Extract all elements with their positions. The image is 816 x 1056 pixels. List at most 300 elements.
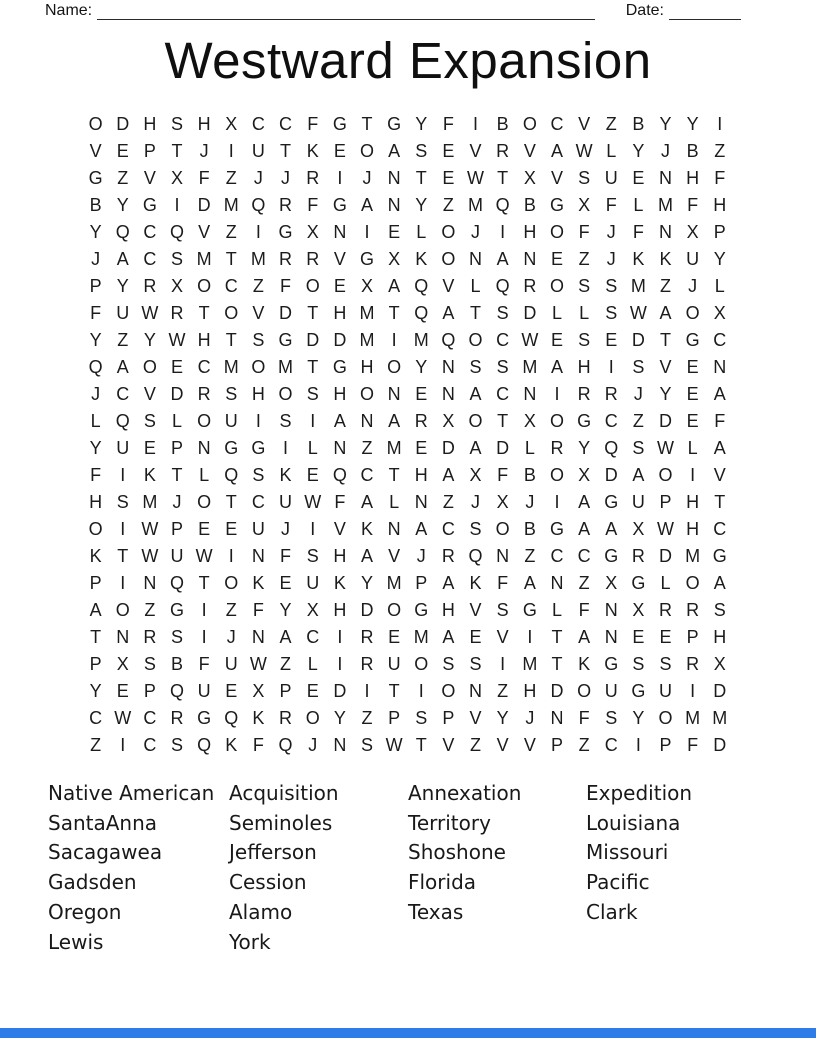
grid-letter: K xyxy=(360,519,373,539)
grid-letter: S xyxy=(116,492,129,512)
grid-letter: I xyxy=(228,546,234,566)
grid-letter: V xyxy=(496,735,509,755)
grid-letter: O xyxy=(685,303,700,323)
grid-letter: F xyxy=(442,114,454,134)
grid-letter: I xyxy=(201,627,207,647)
grid-letter: C xyxy=(251,114,265,134)
grid-letter: G xyxy=(685,330,700,350)
grid-letter: G xyxy=(631,573,646,593)
grid-letter: Z xyxy=(578,249,590,269)
grid-letter: A xyxy=(442,627,455,647)
grid-letter: N xyxy=(251,546,265,566)
grid-letter: S xyxy=(306,384,319,404)
grid-letter: T xyxy=(388,465,400,485)
grid-letter: Y xyxy=(415,357,428,377)
grid-letter: H xyxy=(686,519,700,539)
grid-letter: O xyxy=(115,600,130,620)
grid-letter: T xyxy=(198,303,210,323)
grid-letter: Y xyxy=(89,438,102,458)
grid-letter: Z xyxy=(660,276,672,296)
grid-letter: U xyxy=(224,654,238,674)
grid-letter: I xyxy=(554,492,560,512)
grid-letter: X xyxy=(632,519,645,539)
grid-letter: K xyxy=(279,465,292,485)
grid-letter: E xyxy=(116,141,129,161)
grid-letter: P xyxy=(170,519,183,539)
grid-letter: Y xyxy=(89,681,102,701)
grid-letter: D xyxy=(333,330,347,350)
grid-letter: N xyxy=(387,168,401,188)
grid-letter: F xyxy=(578,708,590,728)
grid-letter: G xyxy=(88,168,103,188)
grid-letter: R xyxy=(441,546,455,566)
grid-letter: F xyxy=(252,735,264,755)
word-list-item: Seminoles xyxy=(229,810,333,835)
grid-letter: E xyxy=(686,384,699,404)
grid-letter: K xyxy=(469,573,482,593)
grid-letter: V xyxy=(659,357,672,377)
grid-letter: C xyxy=(251,492,265,512)
grid-letter: O xyxy=(441,681,456,701)
grid-letter: E xyxy=(659,627,672,647)
grid-letter: B xyxy=(632,114,645,134)
grid-letter: K xyxy=(632,249,645,269)
grid-letter: O xyxy=(359,384,374,404)
grid-letter: J xyxy=(471,492,481,512)
grid-letter: C xyxy=(577,546,591,566)
grid-letter: S xyxy=(252,465,265,485)
grid-letter: B xyxy=(523,519,536,539)
grid-letter: E xyxy=(388,627,401,647)
grid-letter: X xyxy=(632,600,645,620)
grid-letter: C xyxy=(604,411,618,431)
grid-letter: O xyxy=(685,573,700,593)
grid-letter: C xyxy=(279,114,293,134)
grid-letter: M xyxy=(196,249,212,269)
grid-letter: C xyxy=(713,330,727,350)
word-list-item: Florida xyxy=(408,870,477,895)
grid-letter: V xyxy=(469,600,482,620)
word-list-item: Annexation xyxy=(408,781,522,805)
grid-letter: E xyxy=(686,357,699,377)
grid-letter: Y xyxy=(116,276,129,296)
word-list-item: Gadsden xyxy=(48,870,137,895)
grid-letter: C xyxy=(713,519,727,539)
grid-letter: L xyxy=(90,411,101,431)
grid-letter: U xyxy=(686,249,700,269)
grid-letter: I xyxy=(690,465,696,485)
grid-letter: O xyxy=(549,222,564,242)
grid-letter: H xyxy=(414,465,428,485)
grid-letter: S xyxy=(252,330,265,350)
grid-letter: V xyxy=(713,465,726,485)
grid-letter: M xyxy=(658,195,674,215)
grid-letter: Q xyxy=(88,357,103,377)
grid-letter: I xyxy=(635,735,641,755)
grid-letter: H xyxy=(333,384,347,404)
date-label: Date: xyxy=(625,2,664,19)
grid-letter: J xyxy=(281,519,291,539)
grid-letter: V xyxy=(333,519,346,539)
grid-letter: D xyxy=(659,546,673,566)
grid-letter: G xyxy=(522,600,537,620)
grid-letter: P xyxy=(550,735,563,755)
grid-letter: Y xyxy=(360,573,373,593)
grid-letter: E xyxy=(306,681,319,701)
grid-letter: E xyxy=(442,168,455,188)
grid-letter: T xyxy=(280,141,292,161)
grid-letter: Z xyxy=(144,600,156,620)
grid-letter: A xyxy=(632,465,645,485)
grid-letter: Z xyxy=(90,735,102,755)
grid-letter: A xyxy=(388,276,401,296)
grid-letter: D xyxy=(197,195,211,215)
grid-letter: Z xyxy=(117,330,129,350)
grid-letter: J xyxy=(661,141,671,161)
grid-letter: Z xyxy=(714,141,726,161)
grid-letter: S xyxy=(578,330,591,350)
grid-letter: O xyxy=(197,492,212,512)
grid-letter: O xyxy=(278,384,293,404)
grid-letter: J xyxy=(471,222,481,242)
grid-letter: R xyxy=(577,384,591,404)
grid-letter: X xyxy=(360,276,373,296)
grid-letter: L xyxy=(307,438,318,458)
grid-letter: G xyxy=(278,222,293,242)
grid-letter: W xyxy=(657,438,675,458)
grid-letter: O xyxy=(88,114,103,134)
grid-letter: T xyxy=(497,411,509,431)
grid-letter: H xyxy=(89,492,103,512)
grid-letter: J xyxy=(606,249,616,269)
grid-letter: U xyxy=(604,168,618,188)
grid-letter: N xyxy=(143,573,157,593)
grid-letter: N xyxy=(387,195,401,215)
grid-letter: A xyxy=(605,519,618,539)
word-list-item: Territory xyxy=(408,810,491,835)
grid-letter: S xyxy=(279,411,292,431)
grid-letter: Y xyxy=(116,195,129,215)
grid-letter: A xyxy=(578,492,591,512)
grid-letter: Y xyxy=(632,708,645,728)
grid-letter: H xyxy=(333,546,347,566)
grid-letter: E xyxy=(415,438,428,458)
grid-letter: S xyxy=(605,303,618,323)
grid-letter: M xyxy=(142,492,158,512)
grid-letter: F xyxy=(307,114,319,134)
grid-letter: Z xyxy=(632,411,644,431)
word-search-grid xyxy=(82,111,733,759)
grid-letter: E xyxy=(170,357,183,377)
grid-letter: S xyxy=(469,654,482,674)
grid-letter: C xyxy=(496,384,510,404)
grid-letter: Y xyxy=(415,114,428,134)
grid-letter: R xyxy=(170,303,184,323)
grid-letter: Z xyxy=(470,735,482,755)
grid-letter: E xyxy=(333,141,346,161)
grid-letter: X xyxy=(116,654,129,674)
grid-letter: C xyxy=(224,276,238,296)
grid-letter: B xyxy=(523,195,536,215)
grid-letter: Z xyxy=(497,681,509,701)
grid-letter: L xyxy=(551,303,562,323)
grid-letter: D xyxy=(631,330,645,350)
grid-letter: T xyxy=(307,303,319,323)
grid-letter: G xyxy=(631,681,646,701)
grid-letter: I xyxy=(337,627,343,647)
grid-letter: R xyxy=(279,708,293,728)
grid-letter: I xyxy=(717,114,723,134)
grid-letter: T xyxy=(714,492,726,512)
grid-letter: L xyxy=(524,438,535,458)
grid-letter: H xyxy=(197,330,211,350)
grid-letter: W xyxy=(467,168,485,188)
grid-letter: N xyxy=(333,438,347,458)
grid-letter: W xyxy=(141,546,159,566)
grid-letter: Z xyxy=(442,195,454,215)
grid-letter: H xyxy=(713,195,727,215)
grid-letter: W xyxy=(629,303,647,323)
grid-letter: X xyxy=(442,411,455,431)
grid-letter: D xyxy=(550,681,564,701)
grid-letter: Q xyxy=(115,222,130,242)
grid-letter: I xyxy=(337,168,343,188)
grid-letter: I xyxy=(500,654,506,674)
grid-letter: S xyxy=(496,600,509,620)
grid-letter: A xyxy=(116,249,129,269)
grid-letter: F xyxy=(605,195,617,215)
grid-letter: R xyxy=(360,627,374,647)
grid-letter: B xyxy=(496,114,509,134)
grid-letter: R xyxy=(143,627,157,647)
bottom-accent-bar xyxy=(0,1028,816,1038)
grid-letter: O xyxy=(522,114,537,134)
grid-letter: Y xyxy=(143,330,156,350)
grid-letter: X xyxy=(306,222,319,242)
grid-letter: H xyxy=(686,492,700,512)
grid-letter: Q xyxy=(441,330,456,350)
grid-letter: Z xyxy=(361,438,373,458)
grid-letter: I xyxy=(201,600,207,620)
grid-letter: Y xyxy=(632,141,645,161)
grid-letter: A xyxy=(578,627,591,647)
grid-letter: Q xyxy=(169,681,184,701)
grid-letter: S xyxy=(469,357,482,377)
grid-letter: P xyxy=(279,681,292,701)
grid-letter: M xyxy=(712,708,728,728)
grid-letter: J xyxy=(606,222,616,242)
grid-letter: L xyxy=(470,276,481,296)
grid-letter: P xyxy=(89,573,102,593)
grid-letter: A xyxy=(415,519,428,539)
grid-letter: T xyxy=(551,654,563,674)
grid-letter: O xyxy=(495,519,510,539)
grid-letter: I xyxy=(255,411,261,431)
word-list-item: Shoshone xyxy=(408,840,506,865)
grid-letter: O xyxy=(197,411,212,431)
word-list xyxy=(48,779,776,957)
grid-letter: R xyxy=(686,600,700,620)
grid-letter: M xyxy=(413,330,429,350)
grid-letter: J xyxy=(308,735,318,755)
grid-letter: R xyxy=(306,168,320,188)
grid-letter: I xyxy=(120,573,126,593)
grid-letter: J xyxy=(281,168,291,188)
grid-letter: L xyxy=(416,222,427,242)
grid-letter: N xyxy=(251,627,265,647)
grid-letter: M xyxy=(359,330,375,350)
grid-letter: T xyxy=(388,681,400,701)
grid-letter: K xyxy=(89,546,102,566)
grid-letter: M xyxy=(468,195,484,215)
grid-letter: E xyxy=(225,681,238,701)
grid-letter: U xyxy=(279,492,293,512)
grid-letter: E xyxy=(415,384,428,404)
grid-letter: P xyxy=(388,708,401,728)
grid-letter: Z xyxy=(578,573,590,593)
grid-letter: A xyxy=(496,249,509,269)
grid-letter: A xyxy=(442,303,455,323)
grid-letter: A xyxy=(442,573,455,593)
grid-letter: E xyxy=(686,411,699,431)
grid-letter: D xyxy=(713,681,727,701)
grid-letter: W xyxy=(657,519,675,539)
grid-letter: R xyxy=(170,708,184,728)
grid-letter: Q xyxy=(169,222,184,242)
grid-letter: G xyxy=(387,114,402,134)
grid-letter: D xyxy=(496,438,510,458)
grid-letter: D xyxy=(279,303,293,323)
grid-letter: Z xyxy=(442,492,454,512)
grid-letter: P xyxy=(89,276,102,296)
grid-letter: E xyxy=(442,141,455,161)
grid-letter: H xyxy=(686,168,700,188)
grid-letter: T xyxy=(361,114,373,134)
grid-letter: V xyxy=(469,708,482,728)
grid-letter: A xyxy=(469,384,482,404)
grid-letter: H xyxy=(143,114,157,134)
grid-letter: D xyxy=(360,600,374,620)
grid-letter: J xyxy=(362,168,372,188)
grid-letter: O xyxy=(414,654,429,674)
grid-letter: S xyxy=(632,654,645,674)
grid-letter: T xyxy=(415,735,427,755)
grid-letter: S xyxy=(360,735,373,755)
grid-letter: Q xyxy=(224,708,239,728)
grid-letter: P xyxy=(170,438,183,458)
grid-letter: L xyxy=(714,276,725,296)
grid-letter: O xyxy=(441,222,456,242)
grid-letter: R xyxy=(197,384,211,404)
grid-letter: Q xyxy=(224,465,239,485)
grid-letter: N xyxy=(713,357,727,377)
grid-letter: G xyxy=(142,195,157,215)
grid-letter: O xyxy=(224,573,239,593)
grid-letter: G xyxy=(251,438,266,458)
grid-letter: G xyxy=(577,411,592,431)
grid-letter: X xyxy=(496,492,509,512)
grid-letter: N xyxy=(523,384,537,404)
grid-letter: D xyxy=(604,465,618,485)
grid-letter: V xyxy=(143,384,156,404)
grid-letter: N xyxy=(197,438,211,458)
grid-letter: E xyxy=(306,465,319,485)
grid-letter: T xyxy=(117,546,129,566)
grid-letter: L xyxy=(199,465,210,485)
grid-letter: F xyxy=(90,303,102,323)
grid-letter: L xyxy=(579,303,590,323)
grid-letter: P xyxy=(415,573,428,593)
grid-letter: Q xyxy=(197,735,212,755)
grid-letter: P xyxy=(143,681,156,701)
grid-letter: J xyxy=(416,546,426,566)
grid-letter: H xyxy=(197,114,211,134)
word-list-column xyxy=(408,779,586,957)
grid-letter: I xyxy=(120,735,126,755)
grid-letter: G xyxy=(604,546,619,566)
grid-letter: T xyxy=(415,168,427,188)
grid-letter: B xyxy=(523,465,536,485)
grid-letter: I xyxy=(364,222,370,242)
grid-letter: F xyxy=(578,600,590,620)
grid-letter: C xyxy=(550,114,564,134)
grid-letter: D xyxy=(523,303,537,323)
grid-letter: S xyxy=(143,654,156,674)
grid-letter: V xyxy=(469,141,482,161)
grid-letter: X xyxy=(605,573,618,593)
grid-letter: U xyxy=(116,303,130,323)
grid-letter: F xyxy=(714,411,726,431)
grid-letter: S xyxy=(170,627,183,647)
grid-letter: D xyxy=(170,384,184,404)
grid-letter: V xyxy=(143,168,156,188)
grid-letter: B xyxy=(686,141,699,161)
grid-letter: A xyxy=(578,519,591,539)
grid-letter: R xyxy=(496,141,510,161)
grid-letter: O xyxy=(387,357,402,377)
worksheet-header xyxy=(0,0,816,20)
grid-letter: V xyxy=(442,276,455,296)
grid-letter: I xyxy=(255,222,261,242)
grid-letter: R xyxy=(604,384,618,404)
grid-letter: X xyxy=(578,465,591,485)
grid-letter: V xyxy=(252,303,265,323)
grid-letter: H xyxy=(333,303,347,323)
grid-letter: M xyxy=(413,627,429,647)
grid-letter: O xyxy=(359,141,374,161)
grid-letter: L xyxy=(389,492,400,512)
grid-letter: G xyxy=(604,654,619,674)
grid-letter: U xyxy=(604,681,618,701)
grid-letter: S xyxy=(713,600,726,620)
grid-letter: Q xyxy=(468,546,483,566)
grid-letter: M xyxy=(522,654,538,674)
grid-letter: W xyxy=(168,330,186,350)
grid-letter: S xyxy=(170,114,183,134)
grid-letter: E xyxy=(605,330,618,350)
grid-letter: R xyxy=(523,276,537,296)
word-list-item: Cession xyxy=(229,870,307,895)
grid-letter: J xyxy=(633,384,643,404)
grid-letter: C xyxy=(496,330,510,350)
grid-letter: X xyxy=(578,195,591,215)
grid-letter: W xyxy=(195,546,213,566)
grid-letter: O xyxy=(577,681,592,701)
grid-letter: A xyxy=(442,465,455,485)
grid-letter: W xyxy=(141,303,159,323)
grid-letter: U xyxy=(659,681,673,701)
grid-letter: U xyxy=(251,519,265,539)
